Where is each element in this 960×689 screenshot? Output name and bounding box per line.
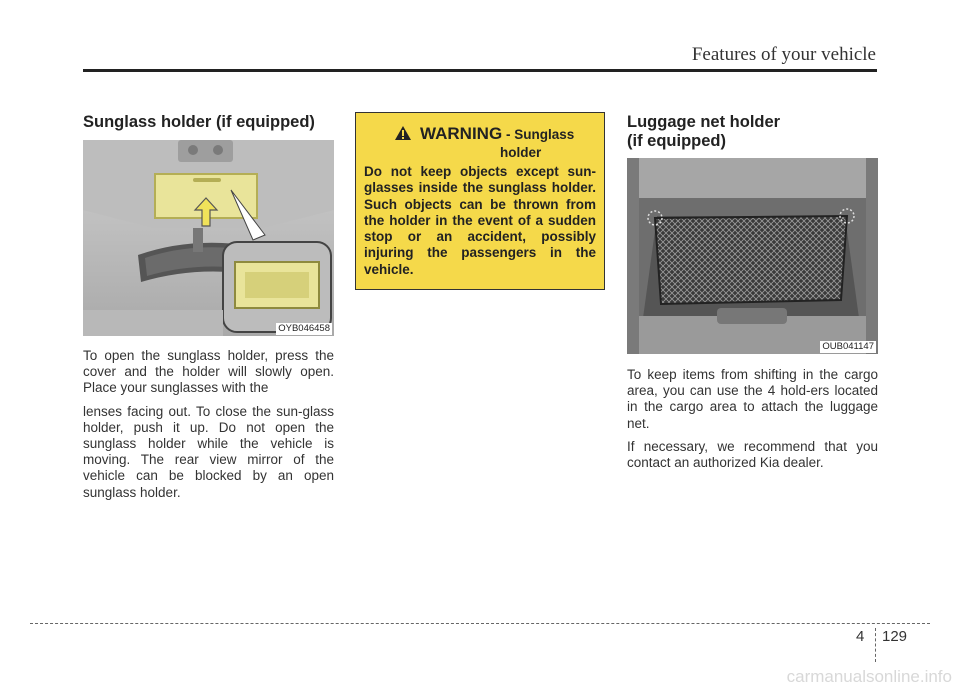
warning-box [355, 112, 605, 290]
warning-subtitle-line2: holder [500, 145, 542, 160]
page-number-divider [875, 628, 876, 662]
sunglass-paragraph-1: To open the sunglass holder, press the cover and the holder will slowly open. Place your sunglasses with the [83, 348, 334, 396]
sunglass-holder-illustration [83, 140, 334, 336]
page-header-title: Features of your vehicle [691, 44, 876, 65]
sunglass-figure-code: OYB046458 [278, 323, 330, 334]
warning-subtitle-line1: - Sunglass [506, 127, 575, 142]
warning-header [364, 121, 596, 161]
luggage-paragraph-1: To keep items from shifting in the cargo area, you can use the 4 hold-ers located in the cargo area to attach the luggage net. [627, 367, 878, 431]
sunglass-section [83, 113, 334, 501]
warning-title: WARNING [420, 124, 503, 143]
luggage-section [627, 113, 878, 471]
header-rule [83, 69, 877, 72]
page-number: 129 [882, 628, 908, 645]
sunglass-heading: Sunglass holder (if equipped) [83, 113, 315, 131]
sunglass-holder-figure [83, 140, 334, 336]
chapter-number: 4 [856, 628, 865, 645]
warning-triangle-icon [394, 125, 412, 141]
warning-text: Do not keep objects except sun-glasses inside the sunglass holder. Such objects can be thrown from the holder in the event of a sudden stop or an accident, possibly injuring the passengers in the vehicle. [364, 164, 596, 277]
footer-rule [30, 623, 930, 624]
luggage-heading-line2: (if equipped) [627, 132, 726, 150]
luggage-net-figure [627, 158, 878, 354]
sunglass-paragraph-2: lenses facing out. To close the sun-glass holder, push it up. Do not open the sunglass holder while the vehicle is moving. The rear view mirror of the vehicle can be blocked by an open sunglass holder. [83, 403, 334, 500]
luggage-figure-code: OUB041147 [822, 341, 874, 352]
luggage-net-illustration [627, 158, 878, 354]
luggage-paragraph-2: If necessary, we recommend that you contact an authorized Kia dealer. [627, 438, 878, 471]
watermark: carmanualsonline.info [786, 667, 952, 686]
luggage-heading-line1: Luggage net holder [627, 113, 781, 131]
